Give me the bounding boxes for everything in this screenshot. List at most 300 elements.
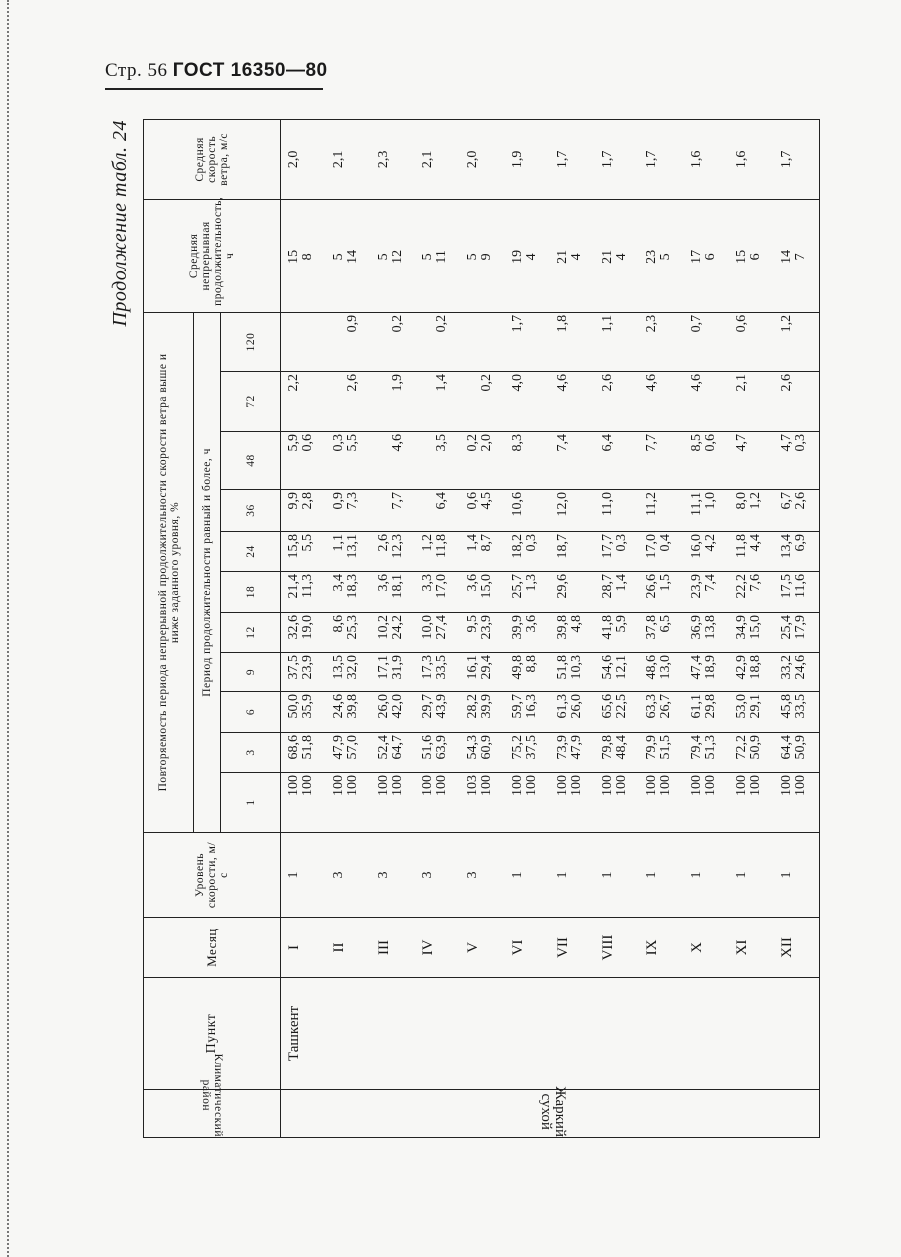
value: [659, 434, 673, 489]
value: 61,1: [689, 694, 705, 719]
value: 2,6: [344, 374, 360, 392]
value: 33,2: [778, 655, 794, 680]
value-cell: [595, 733, 640, 773]
value: 3,6: [523, 615, 539, 633]
value-cell: [326, 572, 371, 613]
value-cell: [639, 653, 684, 692]
value: 28,2: [465, 694, 481, 719]
value: 9: [479, 253, 495, 261]
header-duration-36: 36: [221, 490, 281, 532]
value-cell: [371, 653, 416, 692]
value: 14: [344, 249, 360, 264]
value: 100: [613, 775, 629, 796]
value: [480, 315, 494, 371]
value-cell: [595, 613, 640, 653]
value: [421, 492, 435, 531]
level-cell: 3: [371, 833, 416, 918]
value: [615, 492, 629, 531]
value: 7: [792, 253, 808, 261]
value: 51,6: [420, 735, 436, 760]
value: 6,4: [599, 434, 615, 452]
value: 5: [465, 253, 481, 261]
value: 5: [330, 253, 346, 261]
level-cell: 1: [639, 833, 684, 918]
value-cell: [505, 653, 550, 692]
value: 72,2: [733, 735, 749, 760]
avg-duration-cell: [684, 199, 729, 312]
value-cell: [415, 490, 460, 532]
value: 100: [599, 775, 615, 796]
value: 4,2: [703, 534, 719, 552]
value: 60,9: [479, 735, 495, 760]
value: 0,2: [465, 434, 481, 452]
value-cell: [371, 572, 416, 613]
value: [659, 374, 673, 431]
value: 1,9: [389, 374, 405, 392]
value-cell: [326, 613, 371, 653]
value: [659, 315, 673, 371]
value: 0,2: [479, 374, 495, 392]
value: 2,2: [286, 374, 301, 392]
point-cell: [281, 978, 820, 1090]
value-cell: [550, 432, 595, 490]
value: 5,9: [613, 615, 629, 633]
value: 23,9: [689, 574, 705, 599]
value-cell: [326, 692, 371, 733]
value: 33,5: [792, 694, 808, 719]
value: 51,3: [703, 735, 719, 760]
value-cell: [460, 432, 505, 490]
value: 17,7: [599, 534, 615, 559]
value: 15: [733, 249, 749, 264]
value-cell: [326, 532, 371, 572]
value: 21: [554, 249, 570, 264]
value-cell: [595, 372, 640, 432]
level-cell: 1: [774, 833, 819, 918]
value-cell: [505, 372, 550, 432]
value: [377, 374, 391, 431]
value: [332, 315, 346, 371]
value-cell: [281, 733, 326, 773]
value-cell: [550, 372, 595, 432]
value: 1,3: [523, 574, 539, 592]
value: 73,9: [554, 735, 570, 760]
value-cell: [505, 773, 550, 833]
value: 100: [568, 775, 584, 796]
header-duration-24: 24: [221, 532, 281, 572]
value-cell: [460, 692, 505, 733]
value-cell: [684, 312, 729, 371]
value-cell: [281, 372, 326, 432]
value: 1,1: [599, 314, 615, 333]
value: 11,8: [733, 534, 749, 558]
month-cell: IX: [639, 918, 684, 978]
value: 0,6: [300, 434, 315, 452]
value: 18,7: [554, 534, 570, 559]
value: 9,9: [286, 492, 301, 510]
value-cell: [595, 532, 640, 572]
value-cell: [774, 372, 819, 432]
standard-number: ГОСТ 16350—80: [172, 60, 328, 81]
wind-duration-table: [143, 119, 820, 1138]
header-duration-3: 3: [221, 733, 281, 773]
value-cell: [639, 613, 684, 653]
value: 0,2: [434, 314, 450, 333]
value: 26,0: [568, 694, 584, 719]
value-cell: [460, 773, 505, 833]
value: [301, 315, 315, 371]
value: [301, 374, 315, 431]
value-cell: [415, 572, 460, 613]
region-cell: [281, 1086, 820, 1138]
value: 4,0: [509, 374, 525, 392]
value: 19: [509, 249, 525, 264]
value: 54,3: [465, 735, 481, 760]
value: [525, 315, 539, 371]
value: 2,6: [778, 374, 794, 392]
value: 100: [434, 775, 450, 796]
value-cell: [326, 653, 371, 692]
value: 100: [344, 775, 360, 796]
value-cell: [550, 773, 595, 833]
value: 12,3: [389, 534, 405, 559]
value: 0,6: [703, 434, 719, 452]
value: 100: [792, 775, 808, 796]
value: 0,7: [689, 314, 705, 333]
value: 79,8: [599, 735, 615, 760]
table-row: [281, 119, 326, 1137]
value: 65,6: [599, 694, 615, 719]
value: [615, 434, 629, 489]
value: 100: [644, 775, 660, 796]
value: 11: [434, 250, 450, 264]
avg-speed-cell: 2,0: [460, 119, 505, 199]
value: [332, 374, 346, 431]
avg-speed-cell: 2,3: [371, 119, 416, 199]
value-cell: [281, 613, 326, 653]
value: 12,1: [613, 655, 629, 680]
value: 100: [733, 775, 749, 796]
value: [421, 374, 435, 431]
value: 25,4: [778, 615, 794, 640]
header-repeatability: Повторяемость периода непрерывной продолжительности скорости ветра выше и ниже заданного уровня, %: [144, 312, 194, 832]
value-cell: [684, 773, 729, 833]
value: 7,7: [389, 492, 405, 510]
value: [570, 374, 584, 431]
value-cell: [774, 613, 819, 653]
value: 48,6: [644, 655, 660, 680]
header-duration-120: 120: [221, 312, 281, 371]
value: 26,7: [658, 694, 674, 719]
value: 39,8: [344, 694, 360, 719]
avg-speed-cell: 1,7: [639, 119, 684, 199]
value: 50,9: [747, 735, 763, 760]
value-cell: [774, 312, 819, 371]
avg-duration-cell: [326, 199, 371, 312]
value: 0,3: [613, 534, 629, 552]
value-cell: [460, 733, 505, 773]
value: 63,3: [644, 694, 660, 719]
month-cell: III: [371, 918, 416, 978]
value: 42,9: [733, 655, 749, 680]
value: 7,4: [554, 434, 570, 452]
value: [466, 374, 480, 431]
rotated-table-area: [109, 120, 818, 1138]
value-cell: [684, 692, 729, 733]
value: 37,8: [644, 615, 660, 640]
value: 13,8: [703, 615, 719, 640]
value-cell: [505, 572, 550, 613]
value-cell: [550, 532, 595, 572]
value: 17,0: [644, 534, 660, 559]
value: 28,7: [599, 574, 615, 599]
level-cell: 3: [415, 833, 460, 918]
level-cell: 1: [729, 833, 774, 918]
value: 15,0: [747, 615, 763, 640]
value: [421, 315, 435, 371]
value: 6,4: [434, 492, 450, 510]
value: 5: [375, 253, 391, 261]
value: 4,6: [689, 374, 705, 392]
value-cell: [684, 733, 729, 773]
month-cell: XI: [729, 918, 774, 978]
value: 1,2: [778, 314, 794, 333]
avg-duration-cell: [281, 199, 326, 312]
value: 16,3: [523, 694, 539, 719]
value-cell: [460, 613, 505, 653]
value: [749, 374, 763, 431]
value-cell: [281, 490, 326, 532]
value: 103: [465, 775, 481, 796]
value: 13,0: [658, 655, 674, 680]
avg-speed-cell: 1,7: [595, 119, 640, 199]
value: 0,6: [465, 492, 481, 510]
value: 47,9: [568, 735, 584, 760]
value-cell: [729, 372, 774, 432]
value: 13,1: [344, 534, 360, 559]
month-cell: VIII: [595, 918, 640, 978]
value: 34,9: [733, 615, 749, 640]
value-cell: [774, 532, 819, 572]
value: 1,5: [658, 574, 674, 592]
value: [377, 434, 391, 489]
value-cell: [684, 653, 729, 692]
value-cell: [505, 532, 550, 572]
value-cell: [326, 733, 371, 773]
value-cell: [729, 572, 774, 613]
value: 1,0: [703, 492, 719, 510]
value: 6,7: [778, 492, 794, 510]
value: 100: [658, 775, 674, 796]
value: 12: [389, 249, 405, 264]
value: 41,8: [599, 615, 615, 640]
value: [525, 374, 539, 431]
table-caption: Продолжение табл. 24: [109, 120, 131, 327]
region-name: Жаркий сухой: [537, 1086, 568, 1137]
value: 4,6: [389, 434, 405, 452]
value: 1,1: [330, 534, 346, 552]
value: 1,7: [509, 314, 525, 333]
value: 100: [389, 775, 405, 796]
value: 11,2: [644, 492, 660, 516]
value-cell: [774, 490, 819, 532]
value: 18,8: [747, 655, 763, 680]
value: 68,6: [286, 735, 301, 760]
level-cell: 1: [281, 833, 326, 918]
value: 33,5: [434, 655, 450, 680]
value-cell: [371, 432, 416, 490]
avg-speed-cell: 2,1: [415, 119, 460, 199]
month-cell: V: [460, 918, 505, 978]
header-point: Пункт: [144, 978, 281, 1090]
month-cell: I: [281, 918, 326, 978]
value: 3,6: [465, 574, 481, 592]
value: [570, 534, 584, 571]
value: 4: [613, 253, 629, 261]
value: 24,2: [389, 615, 405, 640]
value: 100: [300, 775, 315, 796]
header-level: Уровень скорости, м/с: [144, 833, 281, 918]
value: 3,5: [434, 434, 450, 452]
value: 39,9: [479, 694, 495, 719]
value: 29,1: [747, 694, 763, 719]
value: 1,8: [554, 314, 570, 333]
value: 6,9: [792, 534, 808, 552]
value: 50,0: [286, 694, 301, 719]
value: 100: [286, 775, 301, 796]
value: 12,0: [554, 492, 570, 517]
value-cell: [729, 733, 774, 773]
value-cell: [505, 490, 550, 532]
value: 59,7: [509, 694, 525, 719]
value: 7,4: [703, 574, 719, 592]
value: 0,9: [344, 314, 360, 333]
value-cell: [684, 490, 729, 532]
month-cell: VI: [505, 918, 550, 978]
value-cell: [415, 613, 460, 653]
value: 8,6: [330, 615, 346, 633]
value-cell: [281, 653, 326, 692]
value: 2,6: [792, 492, 808, 510]
level-cell: 1: [550, 833, 595, 918]
value-cell: [774, 773, 819, 833]
value: 54,6: [599, 655, 615, 680]
value: 13,5: [330, 655, 346, 680]
value: 4,6: [554, 374, 570, 392]
value: 23,9: [300, 655, 315, 680]
value: 11,6: [792, 574, 808, 598]
value: 16,0: [689, 534, 705, 559]
value: 15,0: [479, 574, 495, 599]
value-cell: [460, 532, 505, 572]
value: 49,8: [509, 655, 525, 680]
value-cell: [684, 432, 729, 490]
value: 4,8: [568, 615, 584, 633]
value-cell: [550, 312, 595, 371]
month-cell: II: [326, 918, 371, 978]
value: 0,4: [658, 534, 674, 552]
value: 17,9: [792, 615, 808, 640]
value-cell: [639, 532, 684, 572]
value-cell: [281, 773, 326, 833]
value: 5: [420, 253, 436, 261]
value-cell: [595, 432, 640, 490]
value: 10,6: [509, 492, 525, 517]
avg-duration-cell: [550, 199, 595, 312]
value-cell: [281, 312, 326, 371]
value: 7,6: [747, 574, 763, 592]
value: 11,1: [689, 492, 705, 516]
value: 11,8: [434, 534, 450, 558]
value: 18,1: [389, 574, 405, 599]
value: 29,8: [703, 694, 719, 719]
value: [704, 315, 718, 371]
value: 17,0: [434, 574, 450, 599]
value: 22,2: [733, 574, 749, 599]
value: [794, 315, 808, 371]
value-cell: [505, 432, 550, 490]
value: 29,7: [420, 694, 436, 719]
value: 17,3: [420, 655, 436, 680]
value-cell: [774, 692, 819, 733]
value: 16,1: [465, 655, 481, 680]
value-cell: [550, 572, 595, 613]
value-cell: [371, 773, 416, 833]
header-region: Климатический район: [144, 1090, 281, 1138]
value: [794, 374, 808, 431]
value: 7,7: [644, 434, 660, 452]
point-name: Ташкент: [286, 1005, 302, 1062]
value: [377, 315, 391, 371]
avg-speed-cell: 2,0: [281, 119, 326, 199]
value-cell: [505, 312, 550, 371]
value-cell: [595, 490, 640, 532]
value-cell: [684, 613, 729, 653]
value: 10,3: [568, 655, 584, 680]
value: 24,6: [792, 655, 808, 680]
value-cell: [550, 653, 595, 692]
value: 32,0: [344, 655, 360, 680]
value: 1,2: [420, 534, 436, 552]
value: 51,5: [658, 735, 674, 760]
value: 0,3: [330, 434, 346, 452]
value: 0,6: [733, 314, 749, 333]
avg-duration-cell: [505, 199, 550, 312]
level-cell: 1: [684, 833, 729, 918]
value-cell: [371, 613, 416, 653]
value: 79,4: [689, 735, 705, 760]
value-cell: [281, 532, 326, 572]
value: 21: [599, 249, 615, 264]
value: 0,3: [792, 434, 808, 452]
value: 4,7: [778, 434, 794, 452]
header-avg-duration: Средняя непрерывная продолжительность, ч: [144, 199, 281, 312]
value: 53,0: [733, 694, 749, 719]
avg-speed-cell: 1,7: [550, 119, 595, 199]
value: 48,4: [613, 735, 629, 760]
value-cell: [460, 372, 505, 432]
value-cell: [460, 490, 505, 532]
value: 2,3: [644, 314, 660, 333]
avg-duration-cell: [460, 199, 505, 312]
value: 50,9: [792, 735, 808, 760]
value: 11,3: [300, 574, 315, 598]
value-cell: [684, 372, 729, 432]
value-cell: [371, 532, 416, 572]
value: 5,9: [286, 434, 301, 452]
value-cell: [550, 490, 595, 532]
value: 51,8: [300, 735, 315, 760]
